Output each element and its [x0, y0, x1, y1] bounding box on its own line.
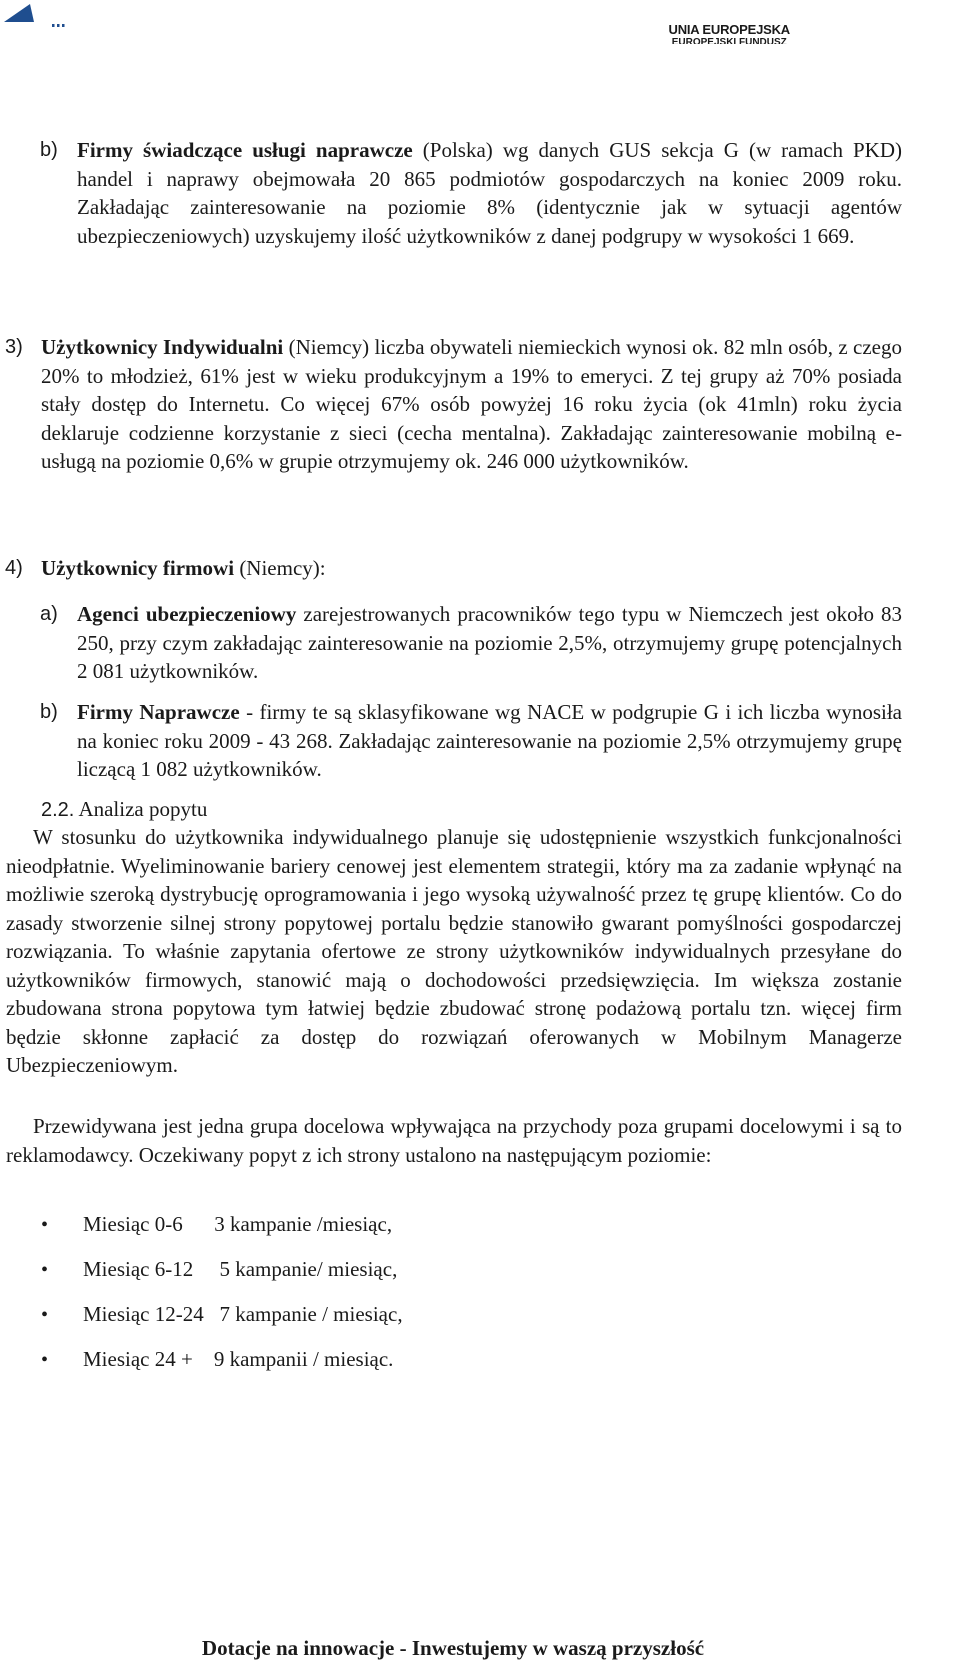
section-title: Analiza popytu [74, 797, 208, 821]
list-marker-b: b) [40, 139, 58, 161]
paragraph-individual-users: Użytkownicy Indywidualni (Niemcy) liczba obywateli niemieckich wynosi ok. 82 mln osób, z czego 20% to młodzież, 61% jest w wieku produkcyjnym a 19% to emeryci. Z tej grupy aż 70% posiada stały dostęp do Internetu. Co więcej 67% osób powyżej 16 roku życia (ok 41mln) roku życia deklaruje codzienne korzystanie z sieci (cecha mentalna). Zakładając zainteresowanie mobilną e-usługą na poziomie 0,6% w grupie otrzymujemy ok. 246 000 użytkowników. [41, 335, 902, 473]
section-number-3: 3) [5, 336, 23, 358]
project-logo-icon [0, 0, 80, 34]
bullet-icon: • [41, 1259, 49, 1281]
list-item: Miesiąc 12-24 7 kampanie / miesiąc, [83, 1302, 403, 1326]
section-number-4: 4) [5, 557, 23, 579]
term-repair-firms-de: Firmy Naprawcze [77, 700, 240, 724]
paragraph-repair-firms-de: Firmy Naprawcze - firmy te są sklasyfikowane wg NACE w podgrupie G i ich liczba wynosiła na koniec roku 2009 - 43 268. Zakładając zainteresowanie na poziomie 2,5% otrzymujemy grupę liczącą 1 082 użytkowników. [77, 700, 902, 781]
eu-logo-subtitle: EUROPEJSKI FUNDUSZ [671, 37, 787, 44]
bullet-icon: • [41, 1214, 49, 1236]
section-heading-demand-analysis [41, 795, 441, 825]
paragraph-demand-analysis: W stosunku do użytkownika indywidualnego planuje się udostępnienie wszystkich funkcjonalności nieodpłatnie. Wyeliminowanie bariery cenowej jest elementem strategii, który ma za zadanie wpłynąć na możliwie szeroką dystrybucję oprogramowania i jego wysoką używalność przez tę grupę klientów. Co do zasady stworzenie silnej strony popytowej portalu będzie stanowiło gwarant pomyślności gospodarczej rozwiązania. To właśnie zapytania ofertowe ze strony użytkowników indywidualnych przesyłane do użytkowników firmowych, stanowić mają o dochodowości przedsięwzięcia. Im większa zostanie zbudowana strona popytowa tym łatwiej będzie zbudować stronę podażową portalu tzn. więcej firm będzie skłonne zapłacić za dostęp do rozwiązań oferowanych w Mobilnym Managerze Ubezpieczeniowym. [6, 825, 902, 1077]
list-item: Miesiąc 24 + 9 kampanii / miesiąc. [83, 1347, 394, 1371]
list-marker-b2: b) [40, 701, 58, 723]
bullet-icon: • [41, 1349, 49, 1371]
term-repair-firms: Firmy świadczące usługi naprawcze [77, 138, 413, 162]
eu-logo-title: UNIA EUROPEJSKA [668, 22, 790, 37]
term-insurance-agents: Agenci ubezpieczeniowy [77, 602, 297, 626]
paragraph-insurance-agents: Agenci ubezpieczeniowy zarejestrowanych pracowników tego typu w Niemczech jest około 83 250, przy czym zakładając zainteresowanie na poziomie 2,5%, otrzymujemy grupę potencjalnych 2 081 użytkowników. [77, 602, 903, 683]
page-footer: Dotacje na innowacje - Inwestujemy w waszą przyszłość [201, 1636, 705, 1660]
list-marker-a: a) [40, 603, 58, 625]
term-individual-users: Użytkownicy Indywidualni [41, 335, 284, 359]
eu-logo [669, 22, 790, 44]
list-item: Miesiąc 0-6 3 kampanie /miesiąc, [83, 1212, 393, 1236]
paragraph-repair-firms-pl: Firmy świadczące usługi naprawcze (Polska) wg danych GUS sekcja G (w ramach PKD) handel i naprawy obejmowała 20 865 podmiotów gospodarczych na koniec 2009 roku. Zakładając zainteresowanie na poziomie 8% (identycznie jak w sytuacji agentów ubezpieczeniowych) uzyskujemy ilość użytkowników z danej podgrupy w wysokości 1 669. [77, 138, 902, 248]
list-item: Miesiąc 6-12 5 kampanie/ miesiąc, [83, 1257, 398, 1281]
paragraph-target-group: Przewidywana jest jedna grupa docelowa wpływająca na przychody poza grupami docelowymi i są to reklamodawcy. Oczekiwany popyt z ich strony ustalono na następującym poziomie: [6, 1114, 902, 1167]
bullet-icon: • [41, 1304, 49, 1326]
section-number-2-2: 2.2. [41, 799, 75, 821]
term-business-users: Użytkownicy firmowi [41, 556, 235, 580]
heading-business-users: Użytkownicy firmowi (Niemcy): [41, 556, 326, 580]
